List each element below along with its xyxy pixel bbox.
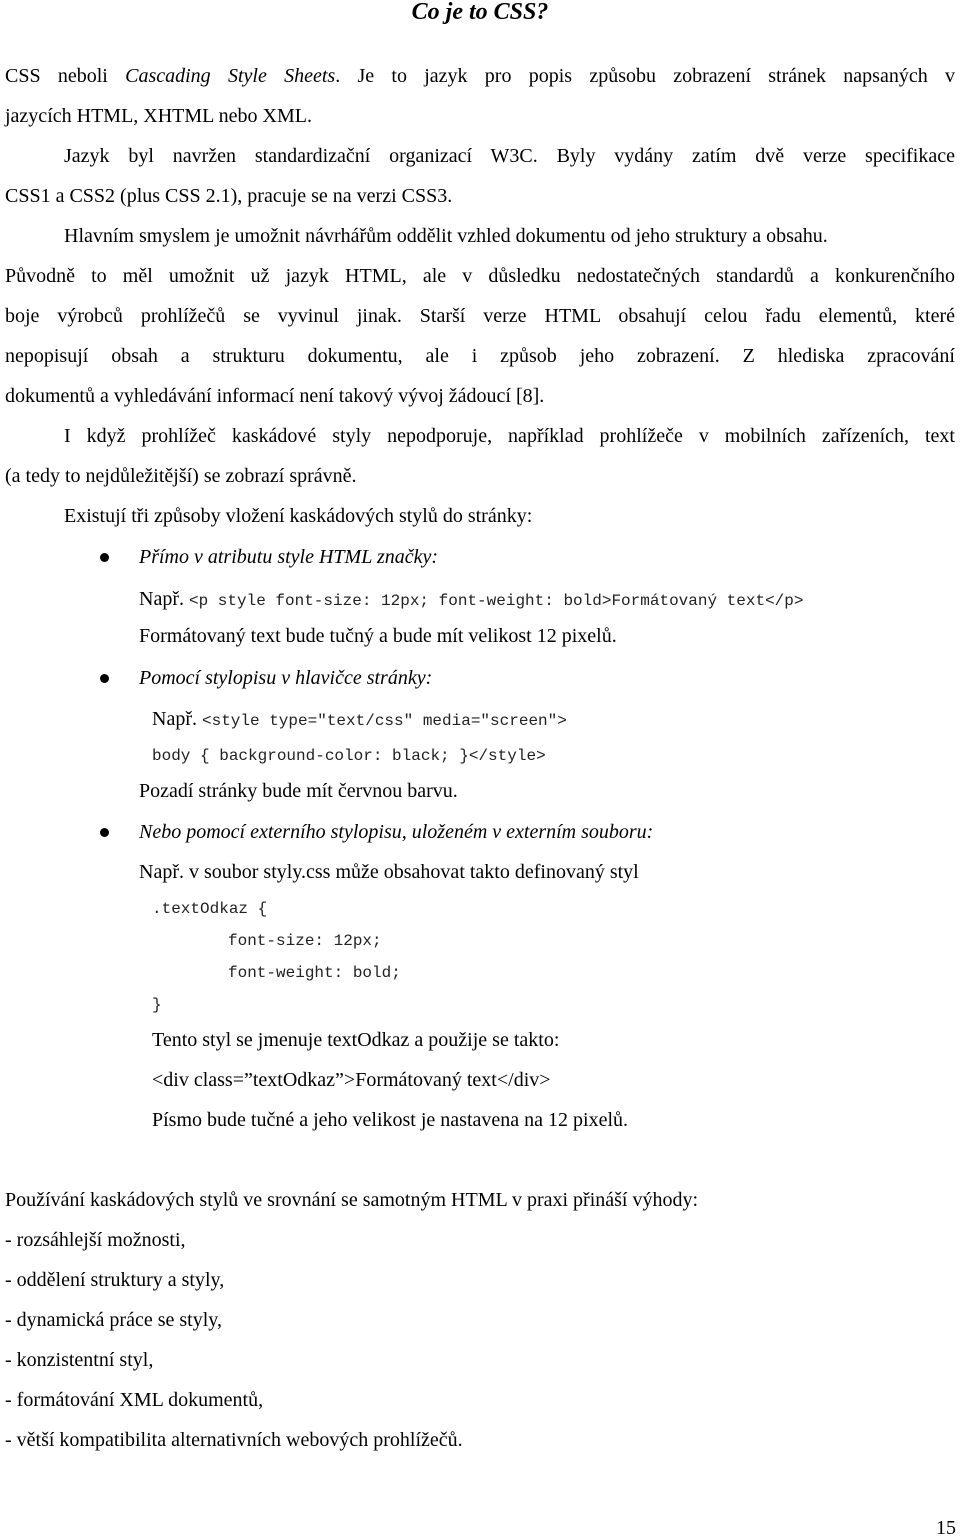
- method-2-code-line-2: body { background-color: black; }</style>: [152, 747, 546, 765]
- paragraph-purpose-line-5: dokumentů a vyhledávání informací není takový vývoj žádoucí [8].: [5, 385, 545, 407]
- method-3-intro: Např. v soubor styly.css může obsahovat takto definovaný styl: [139, 861, 639, 883]
- code-snippet: <p style font-size: 12px; font-weight: bold>Formátovaný text</p>: [188, 592, 804, 610]
- advantage-item: - konzistentní styl,: [5, 1349, 154, 1371]
- paragraph-methods-intro: Existují tři způsoby vložení kaskádových stylů do stránky:: [64, 505, 533, 527]
- bullet-icon: [100, 674, 109, 683]
- method-2-description: Pozadí stránky bude mít červnou barvu.: [139, 780, 458, 802]
- advantages-intro: Používání kaskádových stylů ve srovnání se samotným HTML v praxi přináší výhody:: [5, 1189, 699, 1211]
- paragraph-w3c-line-1: Jazyk byl navržen standardizační organizací W3C. Byly vydány zatím dvě verze specifikace: [64, 145, 955, 167]
- method-3-code-line-3: font-weight: bold;: [228, 964, 401, 982]
- text-span: . Je to jazyk pro popis způsobu zobrazení stránek napsaných v: [335, 65, 955, 87]
- page-title: Co je to CSS?: [411, 0, 549, 25]
- method-3-heading: Nebo pomocí externího stylopisu, uloženém v externím souboru:: [139, 821, 654, 843]
- bullet-icon: [100, 553, 109, 562]
- paragraph-purpose-line-1: Hlavním smyslem je umožnit návrhářům oddělit vzhled dokumentu od jeho struktury a obsahu.: [64, 225, 828, 247]
- advantage-item: - formátování XML dokumentů,: [5, 1389, 264, 1411]
- method-3-code-line-2: font-size: 12px;: [228, 932, 382, 950]
- example-prefix: Např.: [152, 708, 202, 730]
- method-3-description: Písmo bude tučné a jeho velikost je nastavena na 12 pixelů.: [152, 1109, 628, 1131]
- page-number: 15: [936, 1517, 956, 1539]
- method-1-description: Formátovaný text bude tučný a bude mít velikost 12 pixelů.: [139, 625, 617, 647]
- paragraph-purpose-line-3: boje výrobců prohlížečů se vyvinul jinak. Starší verze HTML obsahují celou řadu elementů, které: [5, 305, 955, 327]
- method-2-example: [152, 707, 567, 733]
- css-full-name: Cascading Style Sheets: [125, 65, 336, 87]
- paragraph-intro-line-2: jazycích HTML, XHTML nebo XML.: [5, 105, 312, 127]
- method-3-usage-example: <div class=”textOdkaz”>Formátovaný text</div>: [152, 1069, 551, 1091]
- method-1-example: [139, 587, 803, 613]
- code-snippet: <style type="text/css" media="screen">: [201, 712, 567, 730]
- advantage-item: - dynamická práce se styly,: [5, 1309, 222, 1331]
- paragraph-fallback-line-1: I když prohlížeč kaskádové styly nepodporuje, například prohlížeče v mobilních zařízeních, text: [64, 425, 955, 447]
- paragraph-purpose-line-4: nepopisují obsah a strukturu dokumentu, ale i způsob jeho zobrazení. Z hlediska zpracování: [5, 345, 955, 367]
- text-span: CSS neboli: [5, 65, 126, 87]
- advantage-item: - oddělení struktury a styly,: [5, 1269, 225, 1291]
- paragraph-fallback-line-2: (a tedy to nejdůležitější) se zobrazí správně.: [5, 465, 357, 487]
- method-3-usage: Tento styl se jmenuje textOdkaz a použije se takto:: [152, 1029, 560, 1051]
- example-prefix: Např.: [139, 588, 189, 610]
- paragraph-intro-line-1: [5, 64, 955, 88]
- advantage-item: - větší kompatibilita alternativních webových prohlížečů.: [5, 1429, 463, 1451]
- method-2-heading: Pomocí stylopisu v hlavičce stránky:: [139, 667, 433, 689]
- method-1-heading: Přímo v atributu style HTML značky:: [139, 546, 439, 568]
- method-3-code-line-4: }: [152, 996, 162, 1014]
- paragraph-w3c-line-2: CSS1 a CSS2 (plus CSS 2.1), pracuje se na verzi CSS3.: [5, 185, 453, 207]
- advantage-item: - rozsáhlejší možnosti,: [5, 1229, 186, 1251]
- paragraph-purpose-line-2: Původně to měl umožnit už jazyk HTML, ale v důsledku nedostatečných standardů a konkurenčního: [5, 265, 955, 287]
- method-3-code-line-1: .textOdkaz {: [152, 900, 268, 918]
- bullet-icon: [100, 828, 109, 837]
